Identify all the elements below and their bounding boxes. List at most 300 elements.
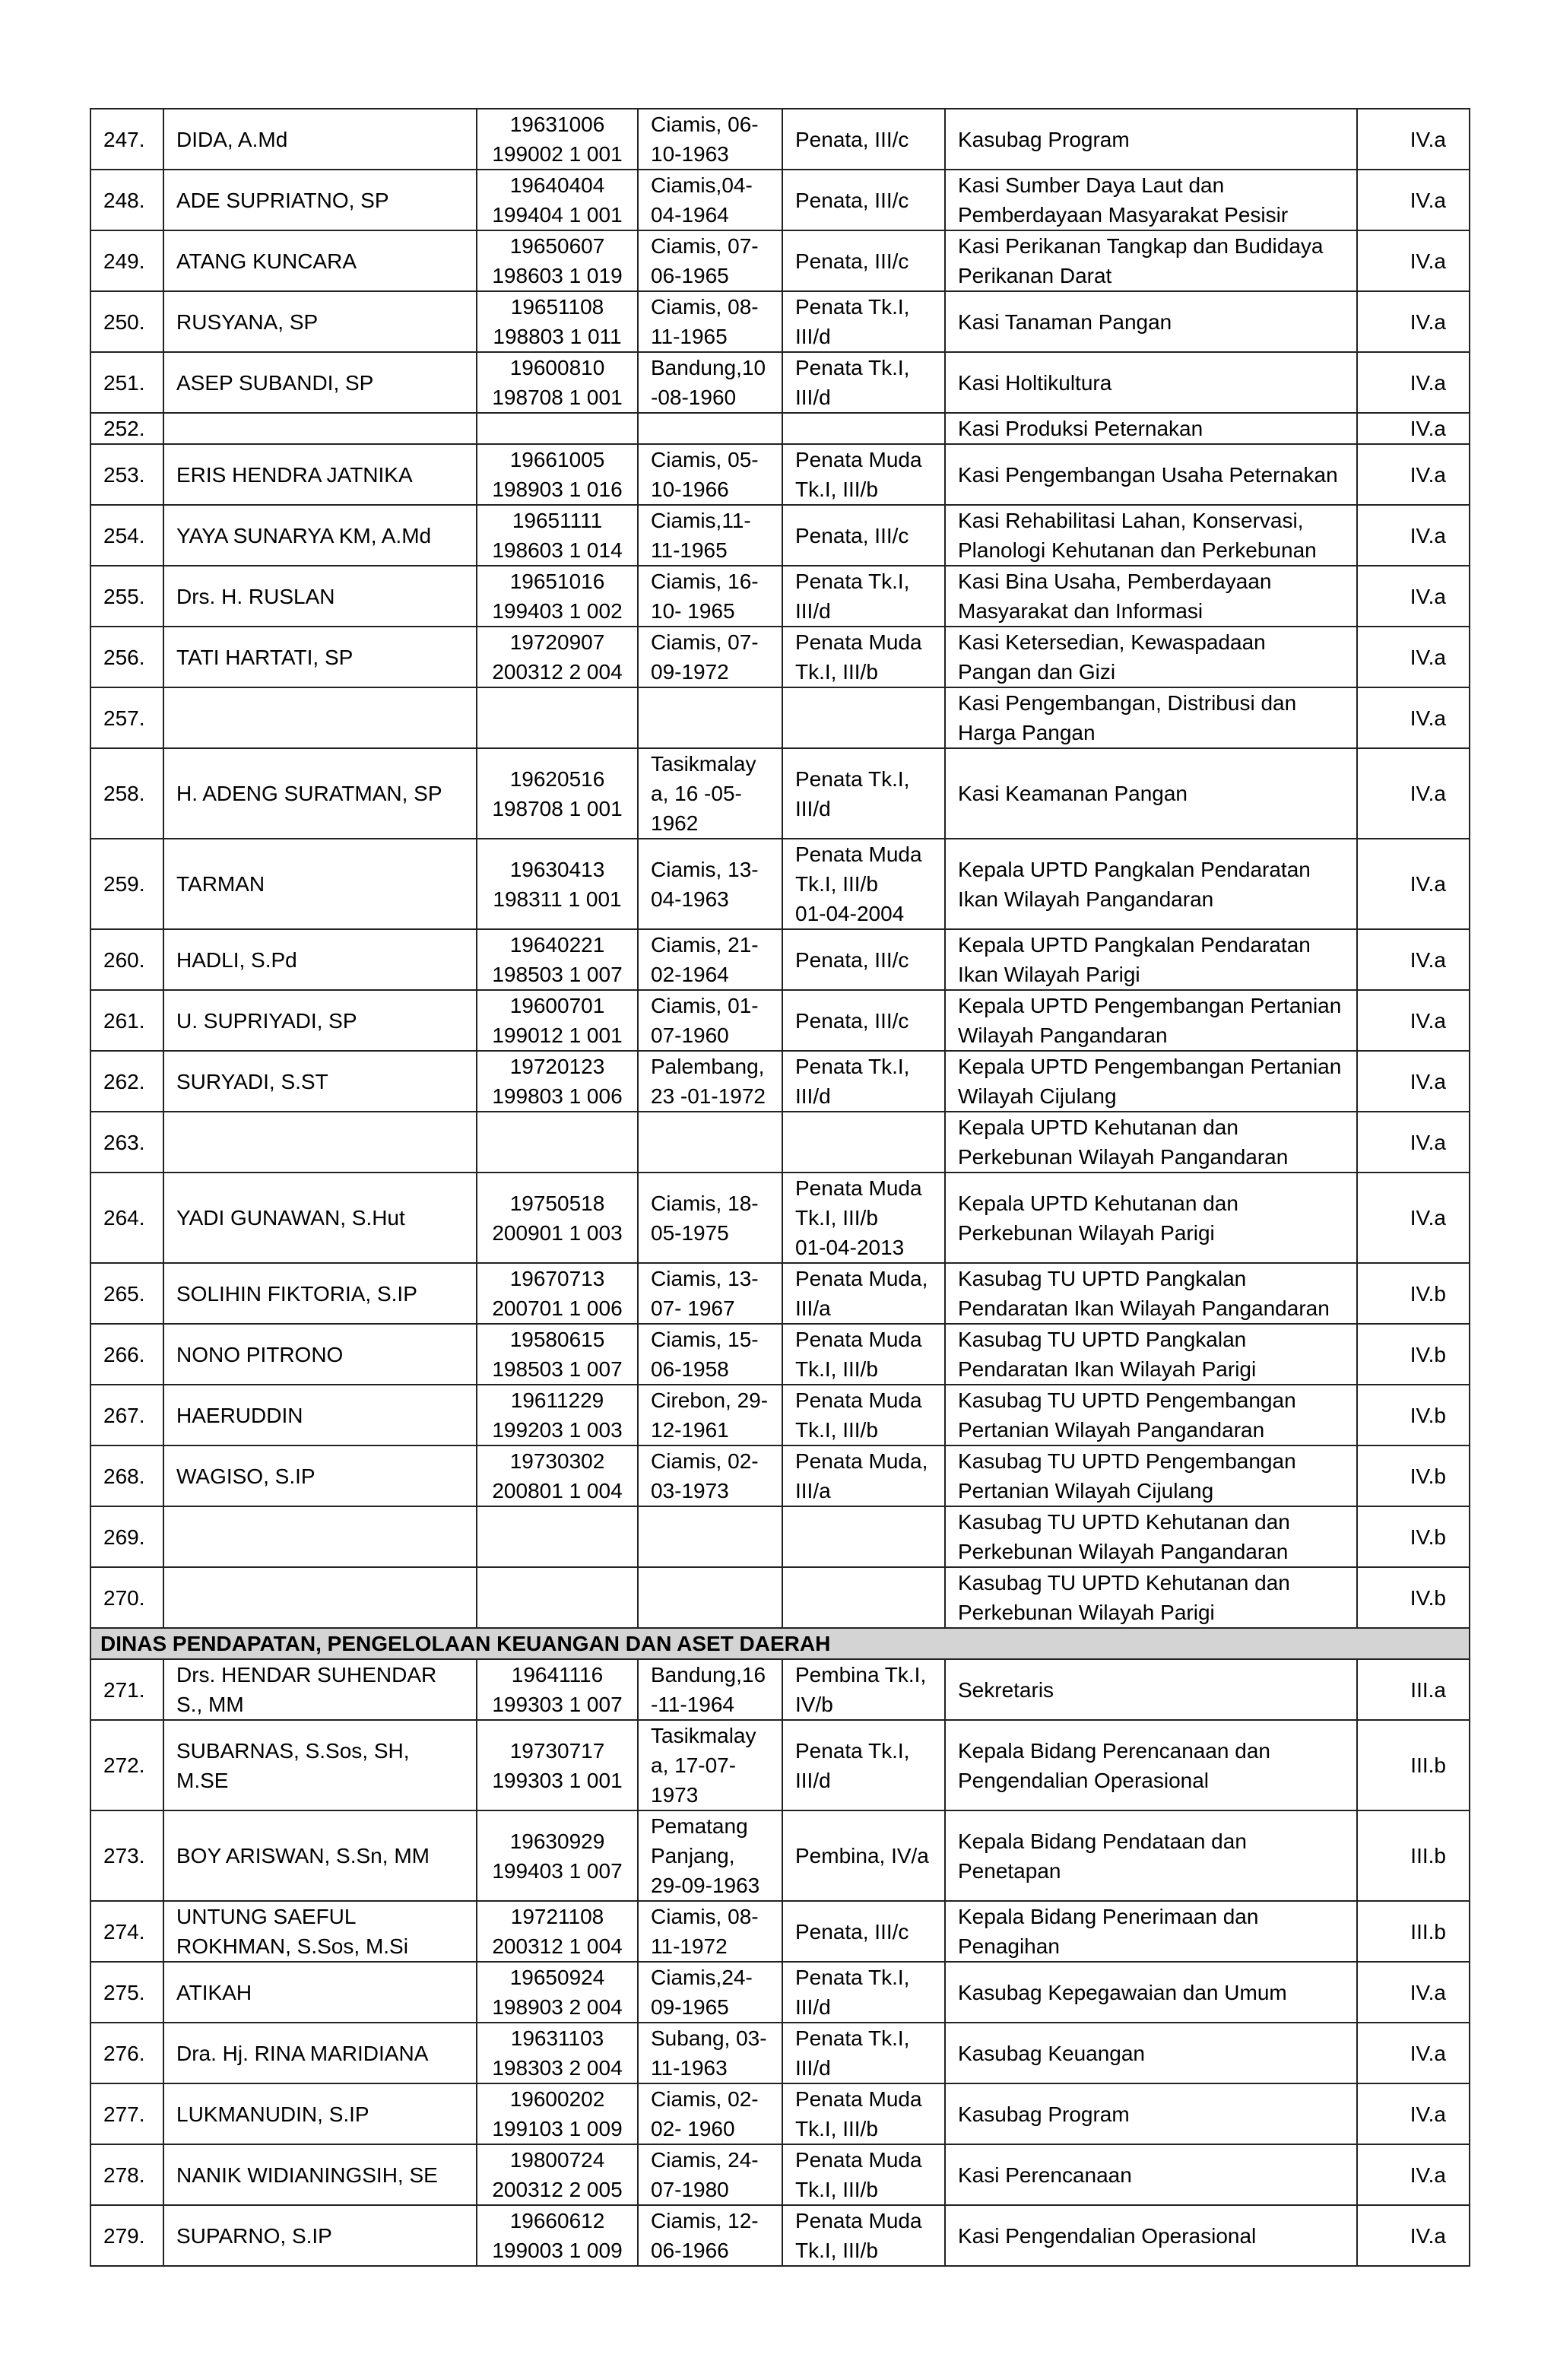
rank-grade-line: Penata, III/c (795, 127, 909, 151)
rank-grade (782, 2205, 945, 2266)
birth-place-date-line: Palembang, (651, 1055, 765, 1078)
birth-place-date-line: -08-1960 (651, 386, 737, 409)
employee-nip-line: 198708 1 001 (492, 386, 623, 409)
employee-name: YADI GUNAWAN, S.Hut (163, 1173, 477, 1263)
rank-grade (782, 291, 945, 352)
rank-grade (782, 566, 945, 627)
employee-nip-line: 19631103 (510, 2026, 604, 2050)
employee-name: HAERUDDIN (163, 1385, 477, 1445)
employee-nip (477, 566, 638, 627)
employee-nip-line: 19720123 (509, 1055, 605, 1078)
rank-grade-line: Penata Muda (795, 2087, 922, 2111)
table-row (90, 1901, 1470, 1962)
employee-nip-line: 19720907 (509, 630, 605, 654)
rank-grade-line: III/d (795, 386, 831, 409)
rank-grade-line: IV/b (795, 1693, 833, 1716)
birth-place-date (638, 1112, 782, 1173)
rank-grade-line: Penata Tk.I, (795, 2026, 910, 2050)
rank-grade-line: Penata Tk.I, (795, 766, 910, 791)
rank-grade (782, 990, 945, 1051)
rank-grade (782, 2083, 945, 2144)
employee-nip (477, 990, 638, 1051)
position-title: Kasi Ketersedian, Kewaspadaan Pangan dan Gizi (945, 627, 1357, 687)
echelon: IV.a (1357, 2205, 1470, 2266)
row-number: 255. (90, 566, 163, 627)
rank-grade-line: III/d (795, 1084, 831, 1108)
table-row (90, 1173, 1470, 1263)
table-row (90, 291, 1470, 352)
row-number: 274. (90, 1901, 163, 1962)
birth-place-date-line: 11-1965 (651, 538, 728, 562)
rank-grade-line: Penata Tk.I, (795, 295, 910, 319)
table-row (90, 1263, 1470, 1324)
row-number: 247. (90, 109, 163, 170)
employee-nip-line: 19730302 (509, 1449, 605, 1473)
employee-nip (477, 1112, 638, 1173)
birth-place-date (638, 230, 782, 291)
rank-grade-line: Penata Tk.I, (795, 570, 910, 593)
birth-place-date (638, 1901, 782, 1962)
rank-grade-line: Tk.I, III/b (795, 1418, 878, 1442)
table-row (90, 2205, 1470, 2266)
birth-place-date-line: Ciamis, 05- (651, 448, 759, 471)
rank-grade-line: Tk.I, III/b (795, 872, 878, 896)
birth-place-date-line: 06-1965 (651, 264, 729, 287)
employee-name (163, 1112, 477, 1173)
position-title: Kasi Pengembangan, Distribusi dan Harga Pangan (945, 687, 1357, 748)
position-title: Kepala UPTD Pengembangan Pertanian Wilayah Pangandaran (945, 990, 1357, 1051)
employee-name: HADLI, S.Pd (163, 929, 477, 990)
birth-place-date-line: -11-1964 (651, 1693, 735, 1716)
employee-name: NANIK WIDIANINGSIH, SE (163, 2144, 477, 2205)
employee-nip-line: 19800724 (509, 2148, 605, 2172)
birth-place-date-line: 03-1973 (651, 1479, 729, 1503)
employee-name: BOY ARISWAN, S.Sn, MM (163, 1810, 477, 1901)
birth-place-date-line: 09-1972 (651, 660, 729, 684)
birth-place-date (638, 566, 782, 627)
birth-place-date-line: 10-1966 (651, 478, 729, 501)
employee-nip-line: 200312 2 005 (492, 2178, 623, 2201)
row-number: 260. (90, 929, 163, 990)
employee-name: ERIS HENDRA JATNIKA (163, 444, 477, 505)
echelon: IV.b (1357, 1263, 1470, 1324)
birth-place-date (638, 1567, 782, 1628)
employee-nip-line: 199803 1 006 (492, 1084, 623, 1108)
rank-grade-line: Penata Tk.I, (795, 1966, 910, 1989)
rank-grade (782, 1173, 945, 1263)
employee-name (163, 1506, 477, 1567)
employee-nip-line: 19660612 (509, 2209, 605, 2232)
employee-nip-line: 19631006 (509, 113, 605, 136)
rank-grade-line: Penata Muda (795, 1176, 922, 1200)
echelon: IV.a (1357, 1173, 1470, 1263)
position-title: Kasi Perikanan Tangkap dan Budidaya Perikanan Darat (945, 230, 1357, 291)
employee-nip-line: 198311 1 001 (493, 887, 622, 911)
birth-place-date-line: 23 -01-1972 (651, 1084, 766, 1108)
birth-place-date-line: 10- 1965 (651, 599, 735, 623)
birth-place-date-line: 11-1972 (651, 1934, 728, 1958)
birth-place-date-line: 07- 1967 (651, 1296, 735, 1320)
birth-place-date-line: 02-1964 (651, 963, 729, 986)
employee-name: ATIKAH (163, 1962, 477, 2023)
rank-grade (782, 1051, 945, 1112)
rank-grade (782, 627, 945, 687)
position-title: Kasubag TU UPTD Pangkalan Pendaratan Ikan Wilayah Parigi (945, 1324, 1357, 1385)
employee-nip-line: 19721108 (510, 1905, 604, 1928)
employee-nip-line: 19651016 (509, 570, 605, 593)
table-row (90, 1385, 1470, 1445)
echelon: IV.b (1357, 1506, 1470, 1567)
employee-nip (477, 687, 638, 748)
employee-name: SUPARNO, S.IP (163, 2205, 477, 2266)
row-number: 267. (90, 1385, 163, 1445)
employee-name: ADE SUPRIATNO, SP (163, 170, 477, 230)
echelon: IV.a (1357, 170, 1470, 230)
employee-name: ATANG KUNCARA (163, 230, 477, 291)
employee-nip (477, 1659, 638, 1720)
employee-name: SUBARNAS, S.Sos, SH, M.SE (163, 1720, 477, 1810)
row-number: 277. (90, 2083, 163, 2144)
employee-nip (477, 291, 638, 352)
row-number: 269. (90, 1506, 163, 1567)
employee-nip (477, 1567, 638, 1628)
position-title: Kasi Tanaman Pangan (945, 291, 1357, 352)
birth-place-date-line: Bandung,10 (651, 356, 766, 379)
rank-grade (782, 1324, 945, 1385)
rank-grade-line: Penata Tk.I, (795, 1055, 910, 1078)
rank-grade (782, 109, 945, 170)
row-number: 271. (90, 1659, 163, 1720)
birth-place-date-line: Cirebon, 29- (651, 1388, 769, 1412)
employee-name: RUSYANA, SP (163, 291, 477, 352)
employee-nip-line: 19600202 (509, 2087, 605, 2111)
position-title: Kepala Bidang Pendataan dan Penetapan (945, 1810, 1357, 1901)
echelon: IV.a (1357, 413, 1470, 444)
employee-name: DIDA, A.Md (163, 109, 477, 170)
birth-place-date (638, 1720, 782, 1810)
table-row (90, 1051, 1470, 1112)
position-title: Kasi Perencanaan (945, 2144, 1357, 2205)
rank-grade (782, 1720, 945, 1810)
table-row (90, 352, 1470, 413)
position-title: Kasubag Program (945, 109, 1357, 170)
employee-nip-line: 198303 2 004 (492, 2056, 623, 2080)
rank-grade-line: 01-04-2013 (795, 1236, 905, 1259)
employee-nip-line: 200901 1 003 (492, 1220, 623, 1245)
birth-place-date-line: 12-1961 (651, 1418, 729, 1442)
rank-grade-line: Pembina, IV/a (795, 1844, 929, 1868)
employee-nip-line: 199002 1 001 (492, 142, 623, 166)
rank-grade-line: Penata Muda (795, 2148, 922, 2172)
employee-name: SOLIHIN FIKTORIA, S.IP (163, 1263, 477, 1324)
birth-place-date-line: Tasikmalay (651, 752, 756, 776)
section-header-row (90, 1628, 1470, 1659)
row-number: 278. (90, 2144, 163, 2205)
echelon: IV.b (1357, 1567, 1470, 1628)
employee-nip (477, 413, 638, 444)
table-row (90, 170, 1470, 230)
echelon: IV.a (1357, 1051, 1470, 1112)
rank-grade-line: Tk.I, III/b (795, 660, 878, 684)
row-number: 264. (90, 1173, 163, 1263)
table-row (90, 1506, 1470, 1567)
row-number: 262. (90, 1051, 163, 1112)
echelon: IV.a (1357, 687, 1470, 748)
employee-nip (477, 1962, 638, 2023)
employee-nip (477, 1720, 638, 1810)
table-row (90, 109, 1470, 170)
birth-place-date-line: 11-1965 (651, 325, 728, 348)
birth-place-date-line: 05-1975 (651, 1220, 729, 1245)
employee-nip-line: 19651111 (512, 509, 603, 532)
employee-nip (477, 1263, 638, 1324)
employee-nip-line: 198503 1 007 (492, 963, 623, 986)
employee-name: Drs. H. RUSLAN (163, 566, 477, 627)
rank-grade-line: Tk.I, III/b (795, 1206, 878, 1230)
table-row (90, 1112, 1470, 1173)
rank-grade (782, 1385, 945, 1445)
birth-place-date (638, 413, 782, 444)
birth-place-date-line: 10-1963 (651, 142, 729, 166)
birth-place-date-line: Ciamis, 01- (651, 994, 759, 1017)
birth-place-date-line: 02- 1960 (651, 2117, 735, 2140)
birth-place-date (638, 1385, 782, 1445)
position-title: Kepala UPTD Pangkalan Pendaratan Ikan Wilayah Pangandaran (945, 839, 1357, 929)
employee-name: ASEP SUBANDI, SP (163, 352, 477, 413)
employee-name: NONO PITRONO (163, 1324, 477, 1385)
employee-nip (477, 170, 638, 230)
employee-name: TATI HARTATI, SP (163, 627, 477, 687)
birth-place-date-line: Ciamis, 13- (651, 1267, 759, 1290)
row-number: 257. (90, 687, 163, 748)
row-number: 268. (90, 1445, 163, 1506)
employee-nip-line: 199403 1 002 (492, 599, 623, 623)
employee-nip-line: 198903 2 004 (492, 1995, 623, 2019)
rank-grade-line: Penata Tk.I, (795, 356, 910, 379)
rank-grade (782, 352, 945, 413)
employee-table (90, 108, 1470, 2267)
birth-place-date (638, 291, 782, 352)
echelon: IV.a (1357, 230, 1470, 291)
echelon: IV.a (1357, 291, 1470, 352)
rank-grade-line: Pembina Tk.I, (795, 1663, 927, 1687)
table-row (90, 1567, 1470, 1628)
employee-nip-line: 200312 1 004 (492, 1934, 623, 1958)
birth-place-date (638, 2023, 782, 2083)
birth-place-date-line: Ciamis, 08- (651, 1905, 759, 1928)
birth-place-date-line: Bandung,16 (651, 1663, 766, 1687)
birth-place-date-line: 1962 (651, 811, 699, 835)
employee-nip-line: 19640404 (509, 173, 605, 197)
birth-place-date-line: Ciamis, 24- (651, 2148, 759, 2172)
birth-place-date (638, 352, 782, 413)
birth-place-date (638, 1810, 782, 1901)
birth-place-date-line: Panjang, (651, 1844, 735, 1868)
employee-nip-line: 199012 1 001 (492, 1023, 623, 1047)
birth-place-date-line: Ciamis, 13- (651, 857, 759, 881)
employee-nip (477, 505, 638, 566)
birth-place-date (638, 1506, 782, 1567)
rank-grade-line: 01-04-2004 (795, 902, 905, 925)
rank-grade (782, 1901, 945, 1962)
echelon: III.a (1357, 1659, 1470, 1720)
rank-grade-line: Penata Muda (795, 448, 922, 471)
row-number: 249. (90, 230, 163, 291)
rank-grade-line: Penata, III/c (795, 249, 909, 273)
rank-grade-line: Penata Tk.I, (795, 1738, 910, 1763)
birth-place-date (638, 1445, 782, 1506)
birth-place-date-line: 29-09-1963 (651, 1874, 760, 1897)
employee-name: H. ADENG SURATMAN, SP (163, 748, 477, 839)
birth-place-date-line: a, 17-07- (651, 1753, 737, 1777)
birth-place-date-line: 04-1964 (651, 203, 729, 227)
employee-nip (477, 2083, 638, 2144)
employee-nip-line: 198803 1 011 (493, 325, 622, 348)
rank-grade (782, 929, 945, 990)
position-title: Kasubag TU UPTD Pengembangan Pertanian Wilayah Pangandaran (945, 1385, 1357, 1445)
birth-place-date (638, 170, 782, 230)
employee-nip-line: 19640221 (509, 933, 605, 957)
employee-nip-line: 200312 2 004 (492, 660, 623, 684)
employee-name: UNTUNG SAEFUL ROKHMAN, S.Sos, M.Si (163, 1901, 477, 1962)
table-row (90, 1962, 1470, 2023)
employee-nip-line: 198708 1 001 (492, 796, 623, 820)
table-row (90, 1445, 1470, 1506)
rank-grade-line: Tk.I, III/b (795, 2178, 878, 2201)
employee-nip (477, 230, 638, 291)
position-title: Kasi Holtikultura (945, 352, 1357, 413)
rank-grade-line: Penata Muda, (795, 1449, 928, 1473)
birth-place-date-line: 07-1960 (651, 1023, 729, 1047)
position-title: Kasi Bina Usaha, Pemberdayaan Masyarakat dan Informasi (945, 566, 1357, 627)
rank-grade (782, 170, 945, 230)
birth-place-date (638, 505, 782, 566)
employee-nip (477, 352, 638, 413)
row-number: 254. (90, 505, 163, 566)
rank-grade (782, 1445, 945, 1506)
birth-place-date (638, 839, 782, 929)
birth-place-date-line: Ciamis, 16- (651, 570, 759, 593)
position-title: Kasubag TU UPTD Kehutanan dan Perkebunan Wilayah Pangandaran (945, 1506, 1357, 1567)
rank-grade (782, 1962, 945, 2023)
echelon: IV.a (1357, 627, 1470, 687)
position-title: Kasi Sumber Daya Laut dan Pemberdayaan Masyarakat Pesisir (945, 170, 1357, 230)
table-row (90, 2083, 1470, 2144)
birth-place-date (638, 1659, 782, 1720)
birth-place-date-line: 06-1958 (651, 1357, 729, 1381)
table-row (90, 1659, 1470, 1720)
employee-nip-line: 200701 1 006 (492, 1296, 623, 1320)
birth-place-date-line: a, 16 -05- (651, 782, 742, 805)
rank-grade-line: III/d (795, 1995, 831, 2019)
position-title: Kepala UPTD Kehutanan dan Perkebunan Wilayah Parigi (945, 1173, 1357, 1263)
echelon: IV.a (1357, 505, 1470, 566)
echelon: IV.a (1357, 1112, 1470, 1173)
row-number: 250. (90, 291, 163, 352)
position-title: Kepala UPTD Kehutanan dan Perkebunan Wilayah Pangandaran (945, 1112, 1357, 1173)
birth-place-date-line: Ciamis,24- (651, 1966, 753, 1989)
table-row (90, 1324, 1470, 1385)
employee-nip-line: 200801 1 004 (492, 1479, 623, 1503)
birth-place-date-line: Ciamis, 18- (651, 1191, 759, 1215)
employee-nip (477, 1445, 638, 1506)
table-row (90, 990, 1470, 1051)
birth-place-date-line: Tasikmalay (651, 1724, 756, 1747)
employee-nip-line: 19630413 (509, 857, 605, 881)
birth-place-date-line: Ciamis, 02- (651, 2087, 759, 2111)
employee-nip-line: 19661005 (509, 448, 605, 471)
echelon: IV.b (1357, 1385, 1470, 1445)
birth-place-date (638, 1962, 782, 2023)
birth-place-date-line: Ciamis,04- (651, 173, 753, 197)
row-number: 253. (90, 444, 163, 505)
birth-place-date-line: Ciamis, 15- (651, 1328, 759, 1351)
position-title: Kasubag TU UPTD Pangkalan Pendaratan Ikan Wilayah Pangandaran (945, 1263, 1357, 1324)
employee-name: SURYADI, S.ST (163, 1051, 477, 1112)
rank-grade (782, 1659, 945, 1720)
row-number: 252. (90, 413, 163, 444)
table-row (90, 2144, 1470, 2205)
birth-place-date (638, 2083, 782, 2144)
echelon: IV.a (1357, 990, 1470, 1051)
rank-grade (782, 444, 945, 505)
rank-grade (782, 839, 945, 929)
position-title: Kasubag TU UPTD Kehutanan dan Perkebunan Wilayah Parigi (945, 1567, 1357, 1628)
position-title: Kasi Pengendalian Operasional (945, 2205, 1357, 2266)
employee-nip (477, 1506, 638, 1567)
table-row (90, 413, 1470, 444)
birth-place-date (638, 1173, 782, 1263)
birth-place-date-line: Ciamis, 08- (651, 295, 759, 319)
birth-place-date-line: Ciamis,11- (651, 509, 751, 532)
employee-name: LUKMANUDIN, S.IP (163, 2083, 477, 2144)
birth-place-date (638, 687, 782, 748)
row-number: 275. (90, 1962, 163, 2023)
rank-grade (782, 1263, 945, 1324)
employee-nip-line: 199303 1 001 (492, 1768, 623, 1792)
employee-nip-line: 19620516 (509, 766, 605, 791)
table-row (90, 748, 1470, 839)
echelon: IV.a (1357, 2023, 1470, 2083)
employee-nip (477, 2205, 638, 2266)
employee-nip (477, 1173, 638, 1263)
rank-grade (782, 230, 945, 291)
rank-grade-line: Penata Muda (795, 843, 922, 866)
birth-place-date-line: Ciamis, 06- (651, 113, 759, 136)
rank-grade-line: III/a (795, 1296, 831, 1320)
echelon: IV.b (1357, 1324, 1470, 1385)
row-number: 251. (90, 352, 163, 413)
employee-nip (477, 2144, 638, 2205)
employee-nip-line: 19611229 (510, 1388, 604, 1412)
echelon: IV.a (1357, 748, 1470, 839)
employee-name (163, 1567, 477, 1628)
birth-place-date-line: 06-1966 (651, 2239, 729, 2262)
row-number: 259. (90, 839, 163, 929)
birth-place-date-line: 11-1963 (651, 2056, 728, 2080)
position-title: Kasi Pengembangan Usaha Peternakan (945, 444, 1357, 505)
rank-grade (782, 2144, 945, 2205)
birth-place-date (638, 2205, 782, 2266)
employee-name: U. SUPRIYADI, SP (163, 990, 477, 1051)
birth-place-date-line: Pematang (651, 1814, 748, 1838)
birth-place-date-line: Ciamis, 12- (651, 2209, 759, 2232)
position-title: Sekretaris (945, 1659, 1357, 1720)
row-number: 270. (90, 1567, 163, 1628)
rank-grade (782, 505, 945, 566)
birth-place-date (638, 1051, 782, 1112)
table-row (90, 839, 1470, 929)
